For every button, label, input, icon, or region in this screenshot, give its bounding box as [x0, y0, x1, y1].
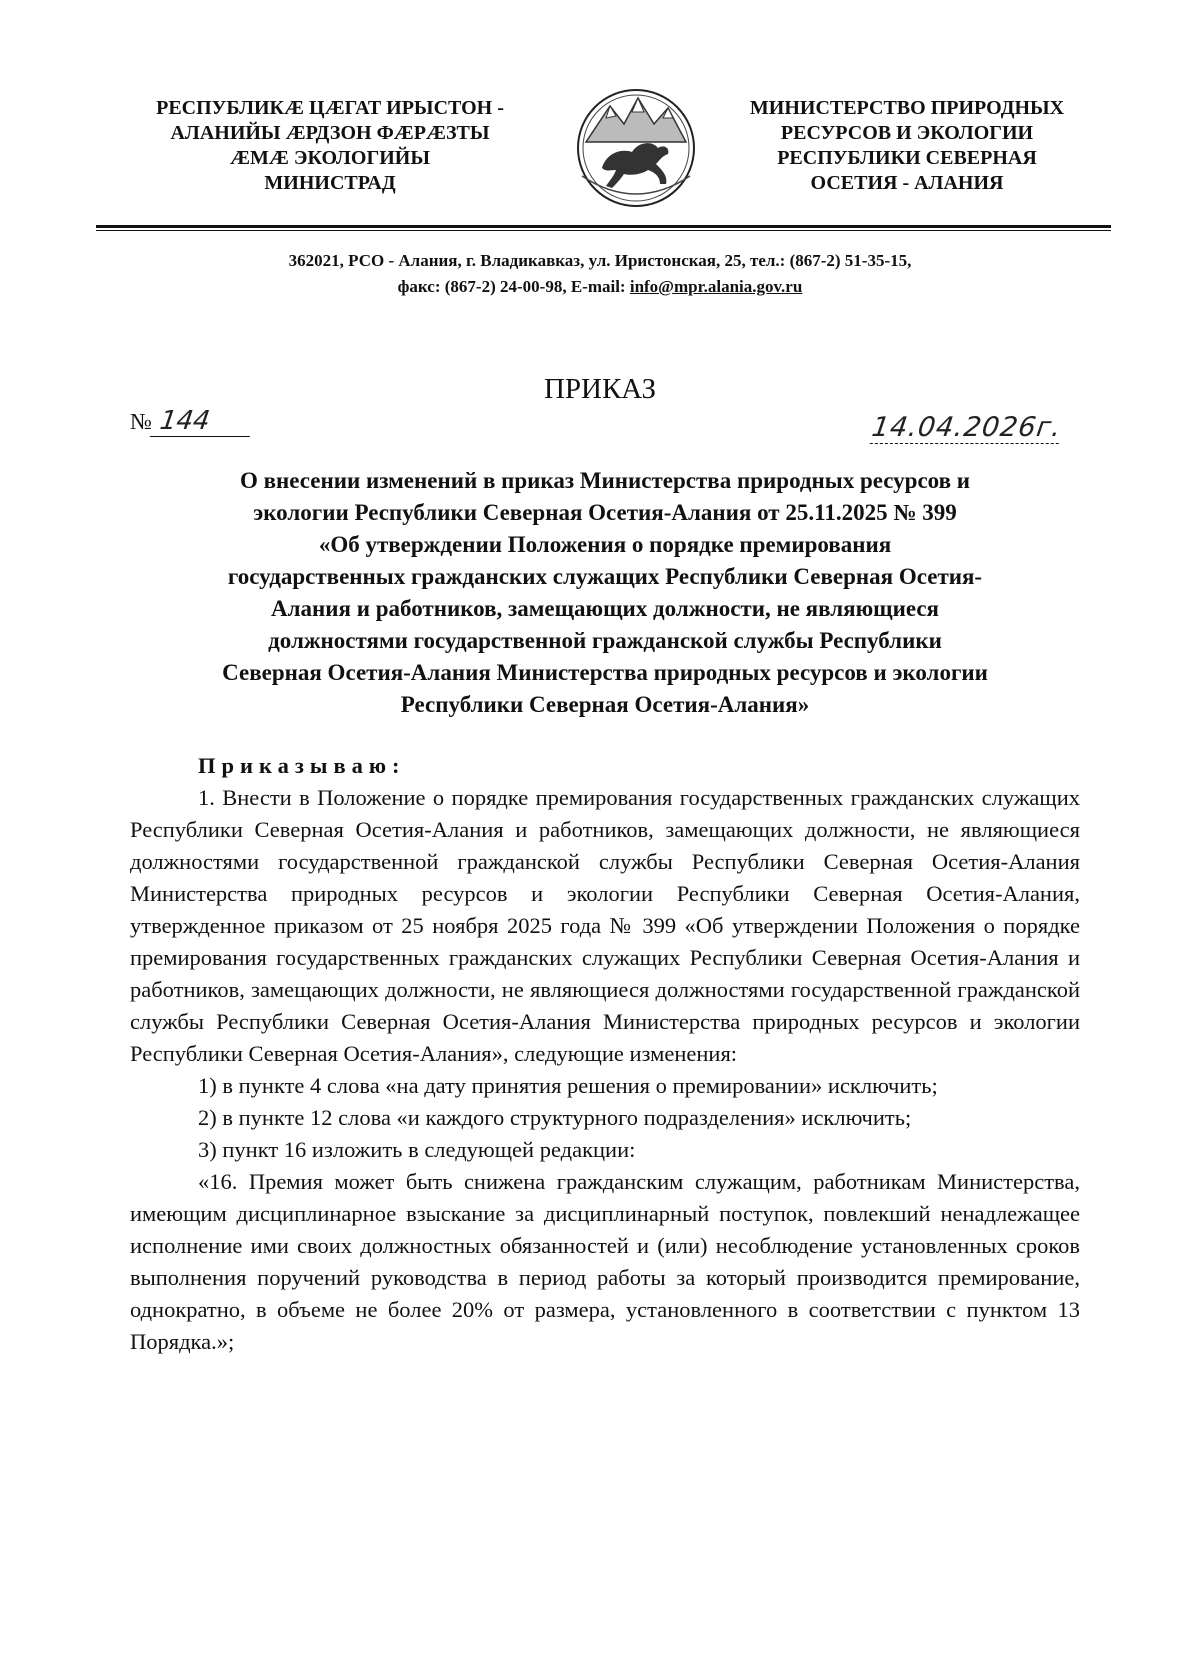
document-number [130, 406, 252, 437]
address-line-2 [150, 274, 1050, 300]
header-left-block [130, 96, 530, 196]
document-title: ПРИКАЗ [543, 373, 657, 405]
number-label: № [130, 409, 152, 434]
subject-line: Алания и работников, замещающих должности, не являющиеся [271, 596, 939, 621]
number-value: 144 [150, 406, 254, 437]
paragraph: 2) в пункте 12 слова «и каждого структурного подразделения» исключить; [198, 1105, 912, 1130]
contact-address [150, 248, 1050, 300]
subject-line: экологии Республики Северная Осетия-Алания от 25.11.2025 № 399 [253, 500, 957, 525]
subject-line: О внесении изменений в приказ Министерства природных ресурсов и [239, 468, 971, 493]
subject-line: «Об утверждении Положения о порядке премирования [318, 532, 892, 557]
header-left-line: АЛАНИЙЫ ÆРДЗОН ФÆРÆЗТЫ [170, 122, 490, 144]
header-left-line: ÆМÆ ЭКОЛОГИЙЫ [230, 147, 430, 169]
document-body [130, 750, 1080, 1358]
fax-email-label: факс: (867-2) 24-00-98, E-mail: [397, 277, 630, 296]
paragraph: «16. Премия может быть снижена гражданским служащим, работникам Министерства, имеющим дисциплинарное взыскание за дисциплинарный поступок, повлекший ненадлежащее исполнение ими своих должностных обязанностей и (или) несоблюдение установленных сроков выполнения поручений руководства в период работы за который производится премирование, однократно, в объеме не более 20% от размера, установленного в соответствии с пунктом 13 Порядка.»; [130, 1169, 1080, 1354]
document-date [869, 412, 1082, 444]
coat-of-arms-icon [572, 84, 700, 212]
email-link[interactable]: info@mpr.alania.gov.ru [629, 277, 803, 296]
header-right-block [722, 96, 1092, 196]
paragraph: 3) пункт 16 изложить в следующей редакции: [198, 1137, 636, 1162]
document-subject [130, 465, 1080, 721]
subject-line: государственных гражданских служащих Республики Северная Осетия- [227, 564, 983, 589]
subject-line: Республики Северная Осетия-Алания» [400, 692, 810, 717]
header-right-line: МИНИСТЕРСТВО ПРИРОДНЫХ [749, 97, 1065, 119]
header-right-line: ОСЕТИЯ - АЛАНИЯ [810, 172, 1004, 194]
header-left-line: МИНИСТРАД [264, 172, 396, 194]
address-line: 362021, РСО - Алания, г. Владикавказ, ул. Иристонская, 25, тел.: (867-2) 51-35-15, [288, 251, 912, 270]
order-heading: Приказываю: [198, 753, 406, 778]
header-divider-thin [96, 230, 1111, 231]
subject-line: Северная Осетия-Алания Министерства природных ресурсов и экологии [222, 660, 988, 685]
date-value: 14.04.2026г. [869, 412, 1064, 443]
paragraph: 1) в пункте 4 слова «на дату принятия решения о премировании» исключить; [198, 1073, 938, 1098]
header-right-line: РЕСУРСОВ И ЭКОЛОГИИ [780, 122, 1034, 144]
paragraph: 1. Внести в Положение о порядке премирования государственных гражданских служащих Республики Северная Осетия-Алания и работников, замещающих должности, не являющиеся должностями государственной гражданской службы Республики Северная Осетия-Алания Министерства природных ресурсов и экологии Республики Северная Осетия-Алания, утвержденное приказом от 25 ноября 2025 года № 399 «Об утверждении Положения о порядке премирования государственных гражданских служащих Республики Северная Осетия-Алания и работников, замещающих должности, не являющиеся должностями государственной гражданской службы Республики Северная Осетия-Алания Министерства природных ресурсов и экологии Республики Северная Осетия-Алания», следующие изменения: [130, 785, 1080, 1066]
subject-line: должностями государственной гражданской службы Республики [268, 628, 942, 653]
header-left-line: РЕСПУБЛИКÆ ЦÆГАТ ИРЫСТОН - [156, 97, 504, 119]
header-right-line: РЕСПУБЛИКИ СЕВЕРНАЯ [777, 147, 1037, 169]
header-divider-thick [96, 225, 1111, 228]
